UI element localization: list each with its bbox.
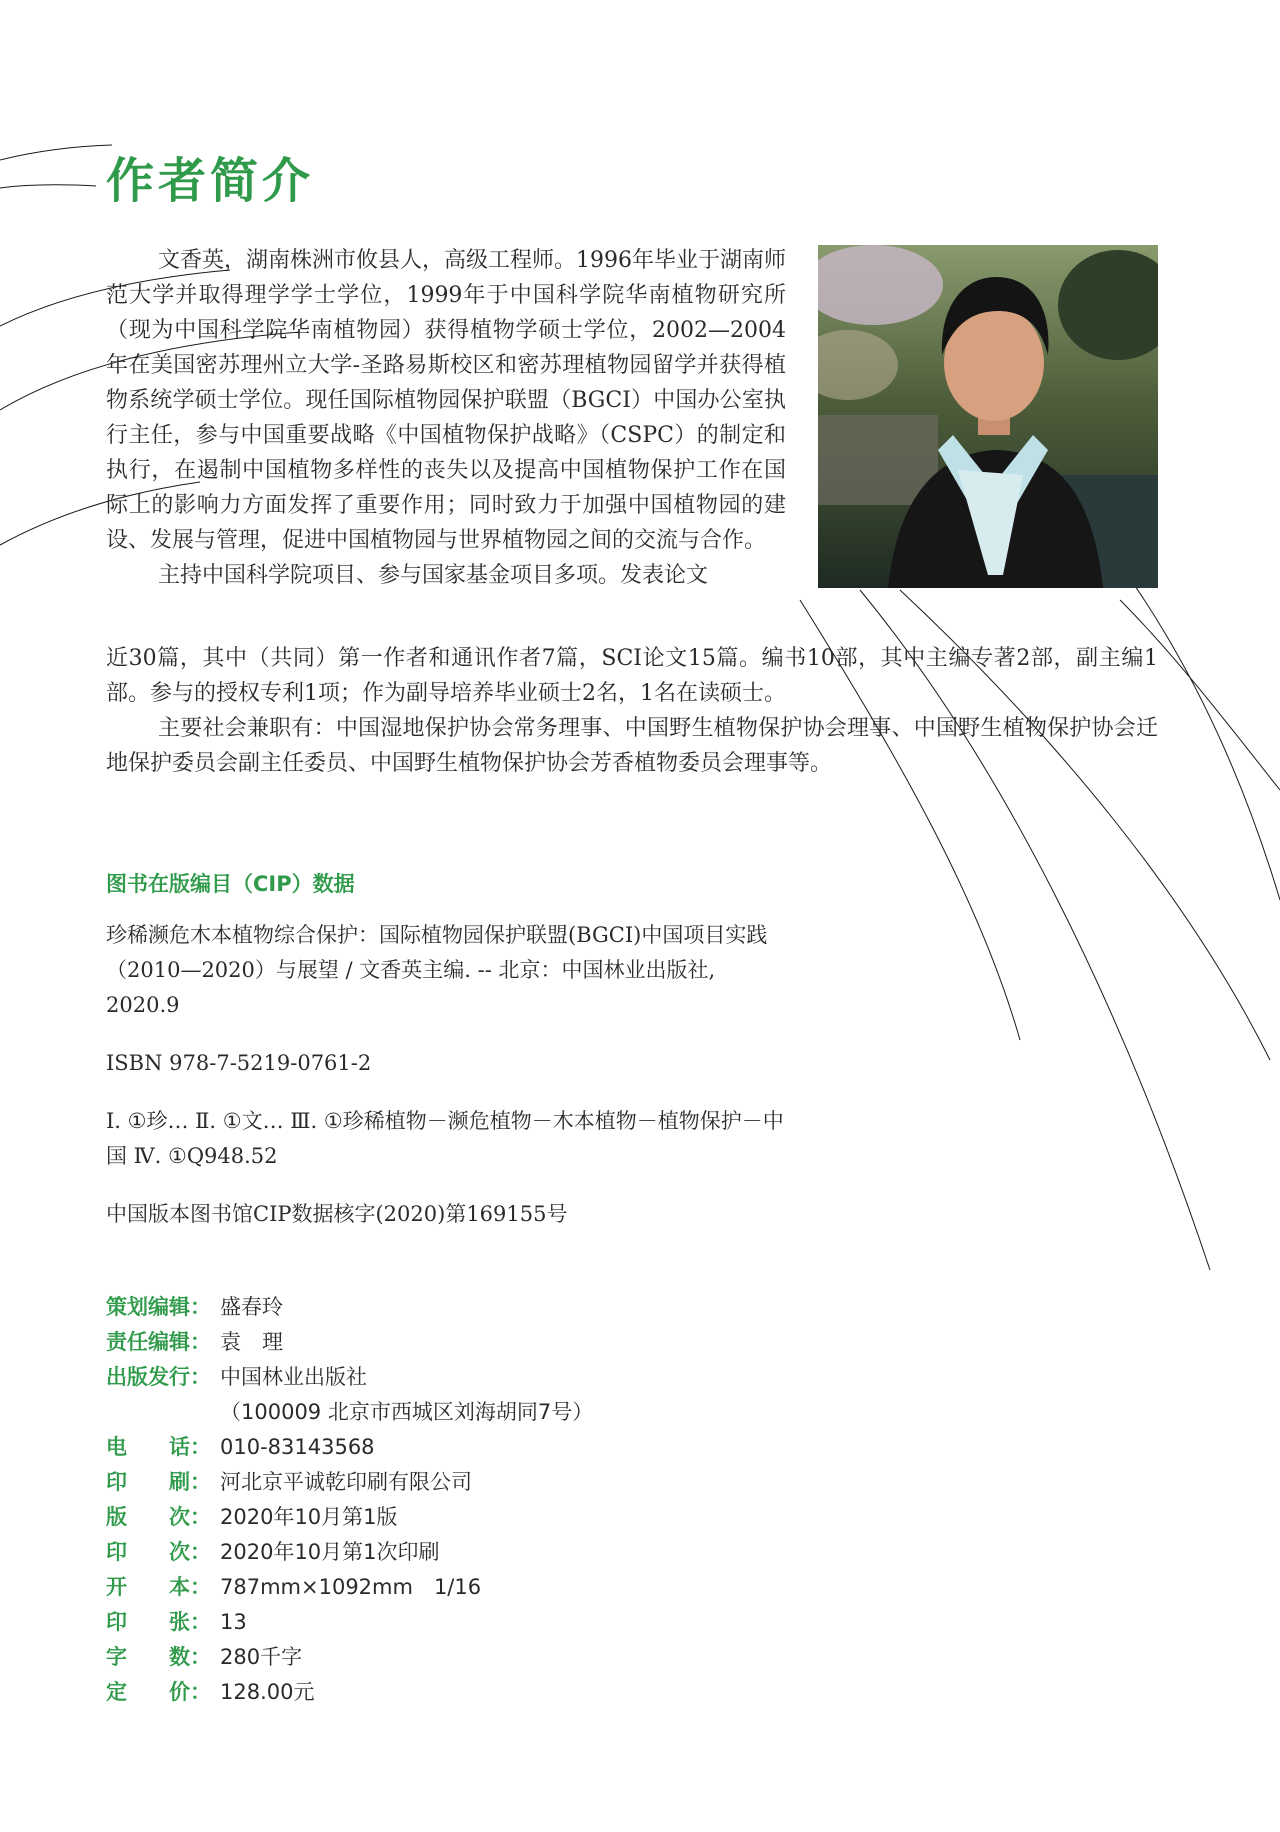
credit-row — [106, 1675, 593, 1710]
credit-label: 印 次： — [106, 1540, 211, 1564]
credit-label: 责任编辑： — [106, 1330, 211, 1354]
cip-entry: 珍稀濒危木本植物综合保护：国际植物园保护联盟(BGCI)中国项目实践（2010—2020）与展望 / 文香英主编. -- 北京：中国林业出版社, 2020.9 — [106, 923, 768, 1017]
credit-row — [106, 1395, 593, 1430]
credit-row — [106, 1325, 593, 1360]
cip-classification: Ⅰ. ①珍… Ⅱ. ①文… Ⅲ. ①珍稀植物－濒危植物－木本植物－植物保护－中国 Ⅳ. ①Q948.52 — [106, 1109, 784, 1168]
author-bio-top — [106, 243, 786, 593]
credit-value: 2020年10月第1版 — [220, 1505, 398, 1529]
credit-row — [106, 1290, 593, 1325]
credit-row — [106, 1640, 593, 1675]
credit-value: 787mm×1092mm 1/16 — [220, 1575, 482, 1599]
credit-label: 版 次： — [106, 1505, 211, 1529]
cip-heading: 图书在版编目（CIP）数据 — [106, 872, 355, 896]
cip-record: 中国版本图书馆CIP数据核字(2020)第169155号 — [106, 1202, 568, 1226]
credit-label: 电 话： — [106, 1435, 211, 1459]
bio-paragraph-3: 主要社会兼职有：中国湿地保护协会常务理事、中国野生植物保护协会理事、中国野生植物保护协会迁地保护委员会副主任委员、中国野生植物保护协会芳香植物委员会理事等。 — [106, 716, 1158, 776]
bio-paragraph-1: 文香英，湖南株洲市攸县人，高级工程师。1996年毕业于湖南师范大学并取得理学学士学位，1999年于中国科学院华南植物研究所（现为中国科学院华南植物园）获得植物学硕士学位，2002—2004年在美国密苏理州立大学-圣路易斯校区和密苏理植物园留学并获得植物系统学硕士学位。现任国际植物园保护联盟（BGCI）中国办公室执行主任，参与中国重要战略《中国植物保护战略》（CSPC）的制定和执行，在遏制中国植物多样性的丧失以及提高中国植物保护工作在国际上的影响力方面发挥了重要作用；同时致力于加强中国植物园的建设、发展与管理，促进中国植物园与世界植物园之间的交流与合作。 — [106, 248, 786, 553]
credit-label: 字 数： — [106, 1645, 211, 1669]
page-title: 作者简介 — [106, 153, 315, 209]
author-bio-bottom — [106, 641, 1158, 781]
credit-row — [106, 1605, 593, 1640]
credit-label: 开 本： — [106, 1575, 211, 1599]
credit-row — [106, 1535, 593, 1570]
bio-paragraph-2-start: 主持中国科学院项目、参与国家基金项目多项。发表论文 — [158, 563, 709, 588]
credit-label: 印 张： — [106, 1610, 211, 1634]
credit-row — [106, 1360, 593, 1395]
credit-value: （100009 北京市西城区刘海胡同7号） — [220, 1400, 594, 1424]
credit-row — [106, 1430, 593, 1465]
publication-credits — [106, 1290, 593, 1710]
author-photo — [818, 245, 1158, 588]
credit-label: 定 价： — [106, 1680, 211, 1704]
credit-value: 010-83143568 — [220, 1435, 375, 1459]
credit-label: 印 刷： — [106, 1470, 211, 1494]
credit-value: 13 — [220, 1610, 247, 1634]
credit-row — [106, 1500, 593, 1535]
credit-value: 280千字 — [220, 1645, 303, 1669]
credit-row — [106, 1570, 593, 1605]
credit-value: 2020年10月第1次印刷 — [220, 1540, 440, 1564]
credit-value: 袁 理 — [220, 1330, 283, 1354]
bio-paragraph-2-continued: 近30篇，其中（共同）第一作者和通讯作者7篇，SCI论文15篇。编书10部，其中主编专著2部，副主编1部。参与的授权专利1项；作为副导培养毕业硕士2名，1名在读硕士。 — [106, 646, 1158, 706]
credit-label: 出版发行： — [106, 1365, 211, 1389]
credit-value: 中国林业出版社 — [220, 1365, 367, 1389]
credit-label: 策划编辑： — [106, 1295, 211, 1319]
credit-value: 128.00元 — [220, 1680, 315, 1704]
credit-value: 河北京平诚乾印刷有限公司 — [220, 1470, 472, 1494]
credit-value: 盛春玲 — [220, 1295, 283, 1319]
credit-row — [106, 1465, 593, 1500]
cip-isbn: ISBN 978-7-5219-0761-2 — [106, 1051, 372, 1075]
